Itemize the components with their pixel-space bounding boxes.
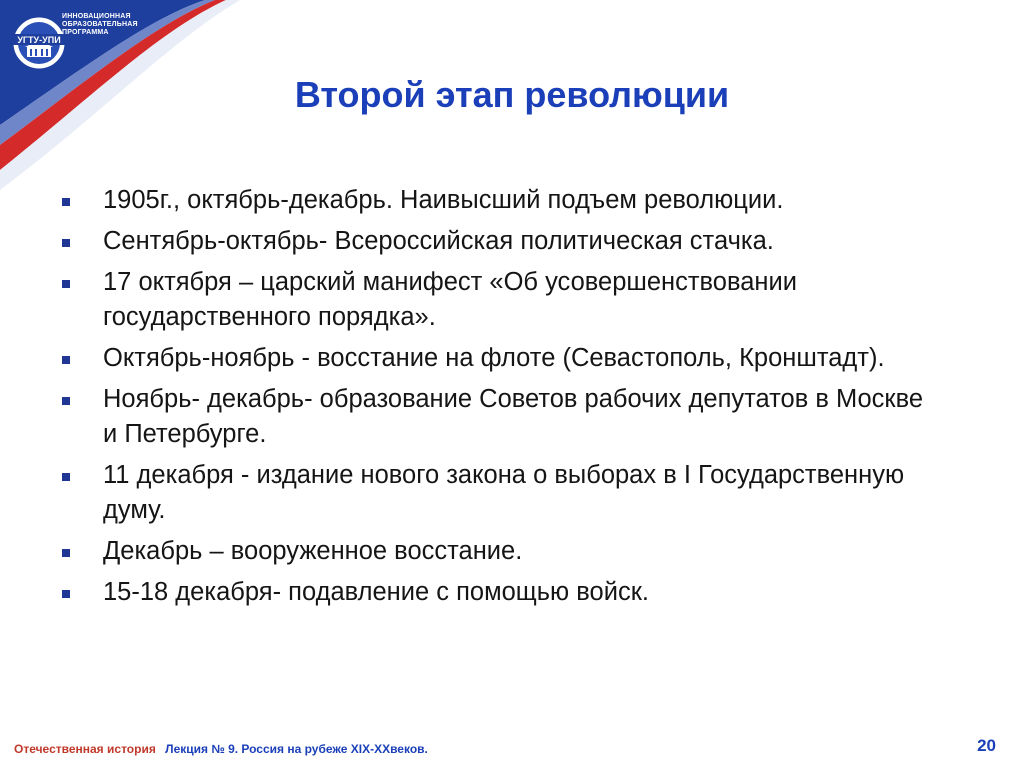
bullet-text: 15-18 декабря- подавление с помощью войск. — [103, 578, 649, 606]
bullet-item — [62, 382, 942, 452]
bullet-square-icon — [62, 473, 70, 481]
bullet-list — [62, 183, 942, 616]
logo-tagline — [62, 13, 152, 37]
logo-tagline-line-3: ПРОГРАММА — [62, 29, 109, 36]
logo-tagline-line-1: ИННОВАЦИОННАЯ — [62, 13, 131, 20]
bullet-square-icon — [62, 239, 70, 247]
footer-caption — [14, 742, 428, 756]
bullet-square-icon — [62, 280, 70, 288]
page-number: 20 — [977, 736, 996, 755]
bullet-item — [62, 224, 942, 259]
bullet-text: 17 октября – царский манифест «Об усовершенствовании государственного порядка». — [103, 268, 798, 331]
bullet-square-icon — [62, 356, 70, 364]
bullet-text: 11 декабря - издание нового закона о выборах в I Государственную думу. — [103, 461, 905, 524]
bullet-item — [62, 458, 942, 528]
bullet-square-icon — [62, 198, 70, 206]
bullet-item — [62, 575, 942, 610]
bullet-square-icon — [62, 590, 70, 598]
bullet-text: Декабрь – вооруженное восстание. — [103, 537, 523, 565]
slide-title: Второй этап революции — [294, 74, 730, 115]
bullet-item — [62, 341, 942, 376]
bullet-square-icon — [62, 549, 70, 557]
bullet-text: Ноябрь- декабрь- образование Советов рабочих депутатов в Москве и Петербурге. — [103, 385, 924, 448]
logo-badge-text: УГТУ-УПИ — [17, 35, 61, 45]
university-logo — [10, 14, 68, 72]
bullet-text: 1905г., октябрь-декабрь. Наивысший подъем революции. — [103, 186, 784, 214]
bullet-item — [62, 265, 942, 335]
bullet-square-icon — [62, 397, 70, 405]
bullet-text: Сентябрь-октябрь- Всероссийская политическая стачка. — [103, 227, 774, 255]
footer-lecture-title: Лекция № 9. Россия на рубеже XIX-XXвеков. — [165, 742, 428, 756]
bullet-item — [62, 534, 942, 569]
bullet-text: Октябрь-ноябрь - восстание на флоте (Севастополь, Кронштадт). — [103, 344, 885, 372]
bullet-item — [62, 183, 942, 218]
logo-tagline-line-2: ОБРАЗОВАТЕЛЬНАЯ — [62, 21, 138, 28]
footer-course-name: Отечественная история — [14, 742, 156, 756]
